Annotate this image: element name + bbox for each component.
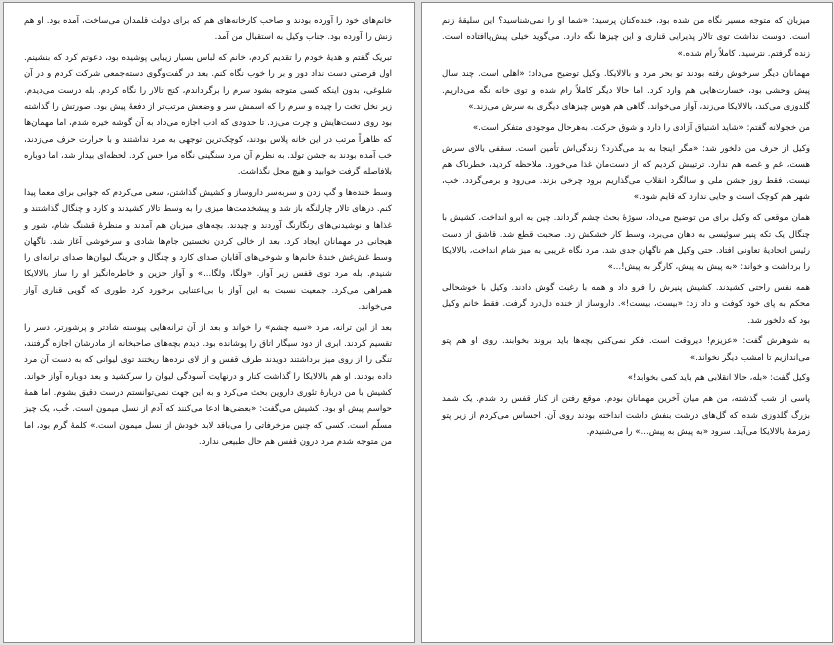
paragraph: پاسی از شب گذشته، من هم میان آخرین مهمانان بودم. موقع رفتن از کنار قفس رد شدم. یک شمد بزرگ گلدوزی شده که گل‌های درشت بنفش داشت انداخته بودند روی آن. احساس می‌کردم از زیر پتو زمزمهٔ بالالایکا می‌آید. سرود «به پیش به پیش...» را می‌شنیدم.	[442, 394, 810, 437]
paragraph: وسط خنده‌ها و گپ زدن و سربه‌سر داروساز و کشیش گذاشتن، سعی می‌کردم که جوابی برای معما پیدا کنم. درهای تالار چارلنگه باز شد و پیشخدمت‌ها میزی را به وسط تالار کشیدند و کارد و چنگال گذاشتند و غذاها و نوشیدنی‌های رنگارنگ آوردند و چیدند. بچه‌های میزبان هم آمدند و منظرهٔ قشنگ شام، شور و هیجانی در مهمانان ایجاد کرد. بعد از خالی کردن نخستین جام‌ها شادی و سرخوشی آغاز شد. ناگهان وسط غش‌غش خندهٔ خانم‌ها و شوخی‌های آقایان صدای کارد و چنگال و جرینگ لیوان‌ها صدای ترانه‌ای را شنیدم. بله مرد توی قفس زیر آواز. «ولگا، ولگا...» و آواز حزین و خاطره‌انگیز او را ساز بالالایکا همراهی می‌کرد. جمعیت نسبت به این آواز با بی‌اعتنایی برخورد کرد طوری که گویی قناری آواز می‌خواند.	[24, 187, 392, 313]
paragraph: میزبان که متوجه مسیر نگاه من شده بود، خنده‌کنان پرسید: «شما او را نمی‌شناسید؟ این سلیقهٔ زنم است. دوست نداشت توی تالار پذیرایی قناری و این چیزها نگه دارد. می‌گوید خیلی پیش‌پاافتاده است. زنده گرفتم. نترسید. کاملاً رام شده.»	[442, 16, 810, 59]
book-page-left	[3, 2, 415, 643]
paragraph: همان موقعی که وکیل برای من توضیح می‌داد، سوژهٔ بحث چشم گرداند. چین به ابرو انداخت. کشیش با چنگال یک تکه پنیر سوئیسی به دهان می‌برد، وسط کار خشکش زد. صحبت قطع شد. قاشق از دست رئیس اتحادیهٔ تعاونی افتاد. حتی وکیل هم ناگهان جدی شد. مرد نگاه غریبی به میز شام انداخت، بالالایکا را برداشت و خواند: «به پیش به پیش، کارگر به پیش!...»	[442, 213, 810, 273]
page-text	[24, 13, 392, 455]
book-page-right	[421, 2, 833, 643]
paragraph: بعد از این ترانه، مرد «سیه چشم» را خواند و بعد از آن ترانه‌هایی پیوسته شادتر و پرشورتر، دسر را تقسیم کردند. ابری از دود سیگار اتاق را پوشانده بود. دیدم بچه‌های صاحبخانه از مادرشان اجازه گرفتند، تنگی را از روی میز برداشتند دویدند طرف قفس و از لای نرده‌ها ریختند توی لیوانی که به دست آن مرد داده بودند. او هم بالالایکا را گذاشت کنار و درنهایت آسودگی لیوان را سرکشید و بعد دوباره آواز خواند. کشیش با من دربارهٔ تئوری داروین بحث می‌کرد و به این جهت نمی‌توانستم درست دقیق بشوم. اما همهٔ حواسم پیش او بود. کشیش می‌گفت: «بعضی‌ها ادعا می‌کنند که آدم از نسل میمون است. خُب، یک چیز مسلّم است. کسی که چنین مزخرفاتی را می‌بافد لابد خودش از نسل میمون است.» کلمهٔ گرم بود، اما من متوجه شدم مرد درون قفس هم حال طبیعی ندارد.	[24, 322, 392, 447]
page-text	[442, 13, 810, 445]
paragraph: وکیل از حرف من دلخور شد: «مگر اینجا به بد می‌گذرد؟ زندگی‌اش تأمین است. سقفی بالای سرش هست، غم و غصه هم ندارد. ترتیبش کردیم که از دست‌مان غذا می‌خورد. ملاحظه کردید، خطرناک هم نیست. فقط روز جشن ملی و سالگرد انقلاب می‌گذاریم برود چرخی بزند. می‌رود و برمی‌گردد. خب، شهر هم کوچک است و جایی ندارد که قایم شود.»	[442, 143, 810, 203]
paragraph: وکیل گفت: «بله، حالا انقلابی هم باید کمی بخوابد!»	[627, 373, 810, 384]
paragraph: خانم‌های خود را آورده بودند و صاحب کارخانه‌های هم که برای دولت قلمدان می‌ساخت، آمده بود. او هم زنش را آورده بود. جناب وکیل به استقبال من آمد.	[24, 16, 392, 43]
paragraph: تبریک گفتم و هدیهٔ خودم را تقدیم کردم، خانم که لباس بسیار زیبایی پوشیده بود، دعوتم کرد که بنشینم. اول فرصتی دست نداد دور و بر را خوب نگاه کنم. بعد در گفت‌وگوی دسته‌جمعی شرکت کردم و در آن شلوغی، بدون اینکه کسی متوجه بشود سرم را برگرداندم، کنج تالار را نگاه کردم. بله درست می‌دیدم. زیر نخل تخت را چیده و سرم را که اسمش سر و وضعش مرتب‌تر از دفعهٔ پیش بود. صورتش را گذاشته بود روی دست‌هایش و چرت می‌زد. تا حدودی که ادب اجازه می‌داد به آن گوشه خیره شدم، اما مهمان‌ها که ظاهراً مرتب در این خانه پلاس بودند، کوچک‌ترین توجهی به مرد نداشتند و با حرارت حرف می‌زدند، خب آمده بودند به جشن تولد. به نظرم آن مرد سنگینی نگاه مرا حس کرد. لحظه‌ای بیدار شد، اما دوباره بلافاصله گرفت خوابید و هیچ محل نگذاشت.	[24, 53, 392, 178]
paragraph: من خجولانه گفتم: «شاید اشتیاق آزادی را دارد و شوق حرکت. به‌هرحال موجودی متفکر است.»	[472, 122, 810, 133]
paragraph: به شوهرش گفت: «عزیزم! دیروقت است. فکر نمی‌کنی بچه‌ها باید بروند بخوابند. روی او هم پتو می‌اندازیم تا امشب دیگر نخواند.»	[442, 336, 810, 363]
paragraph: همه نفس راحتی کشیدند. کشیش پنیرش را فرو داد و همه با رغبت گوش دادند. وکیل با خوشحالی محکم به پای خود کوفت و داد زد: «بیست، بیست!». داروساز از خنده دل‌درد گرفت. فقط خانم وکیل بود که دلخور شد.	[442, 282, 810, 326]
paragraph: مهمانان دیگر سرخوش رفته بودند تو بحر مرد و بالالایکا. وکیل توضیح می‌داد: «اهلی است. چند سال پیش وحشی بود، خسارت‌هایی هم وارد کرد. اما حالا دیگر کاملاً رام شده و توی خانه نگه می‌داریم. گلدوزی می‌کند، بالالایکا می‌زند، آواز می‌خواند. گاهی هم هوس چیزهای دیگری به سرش می‌زند.»	[442, 69, 810, 112]
